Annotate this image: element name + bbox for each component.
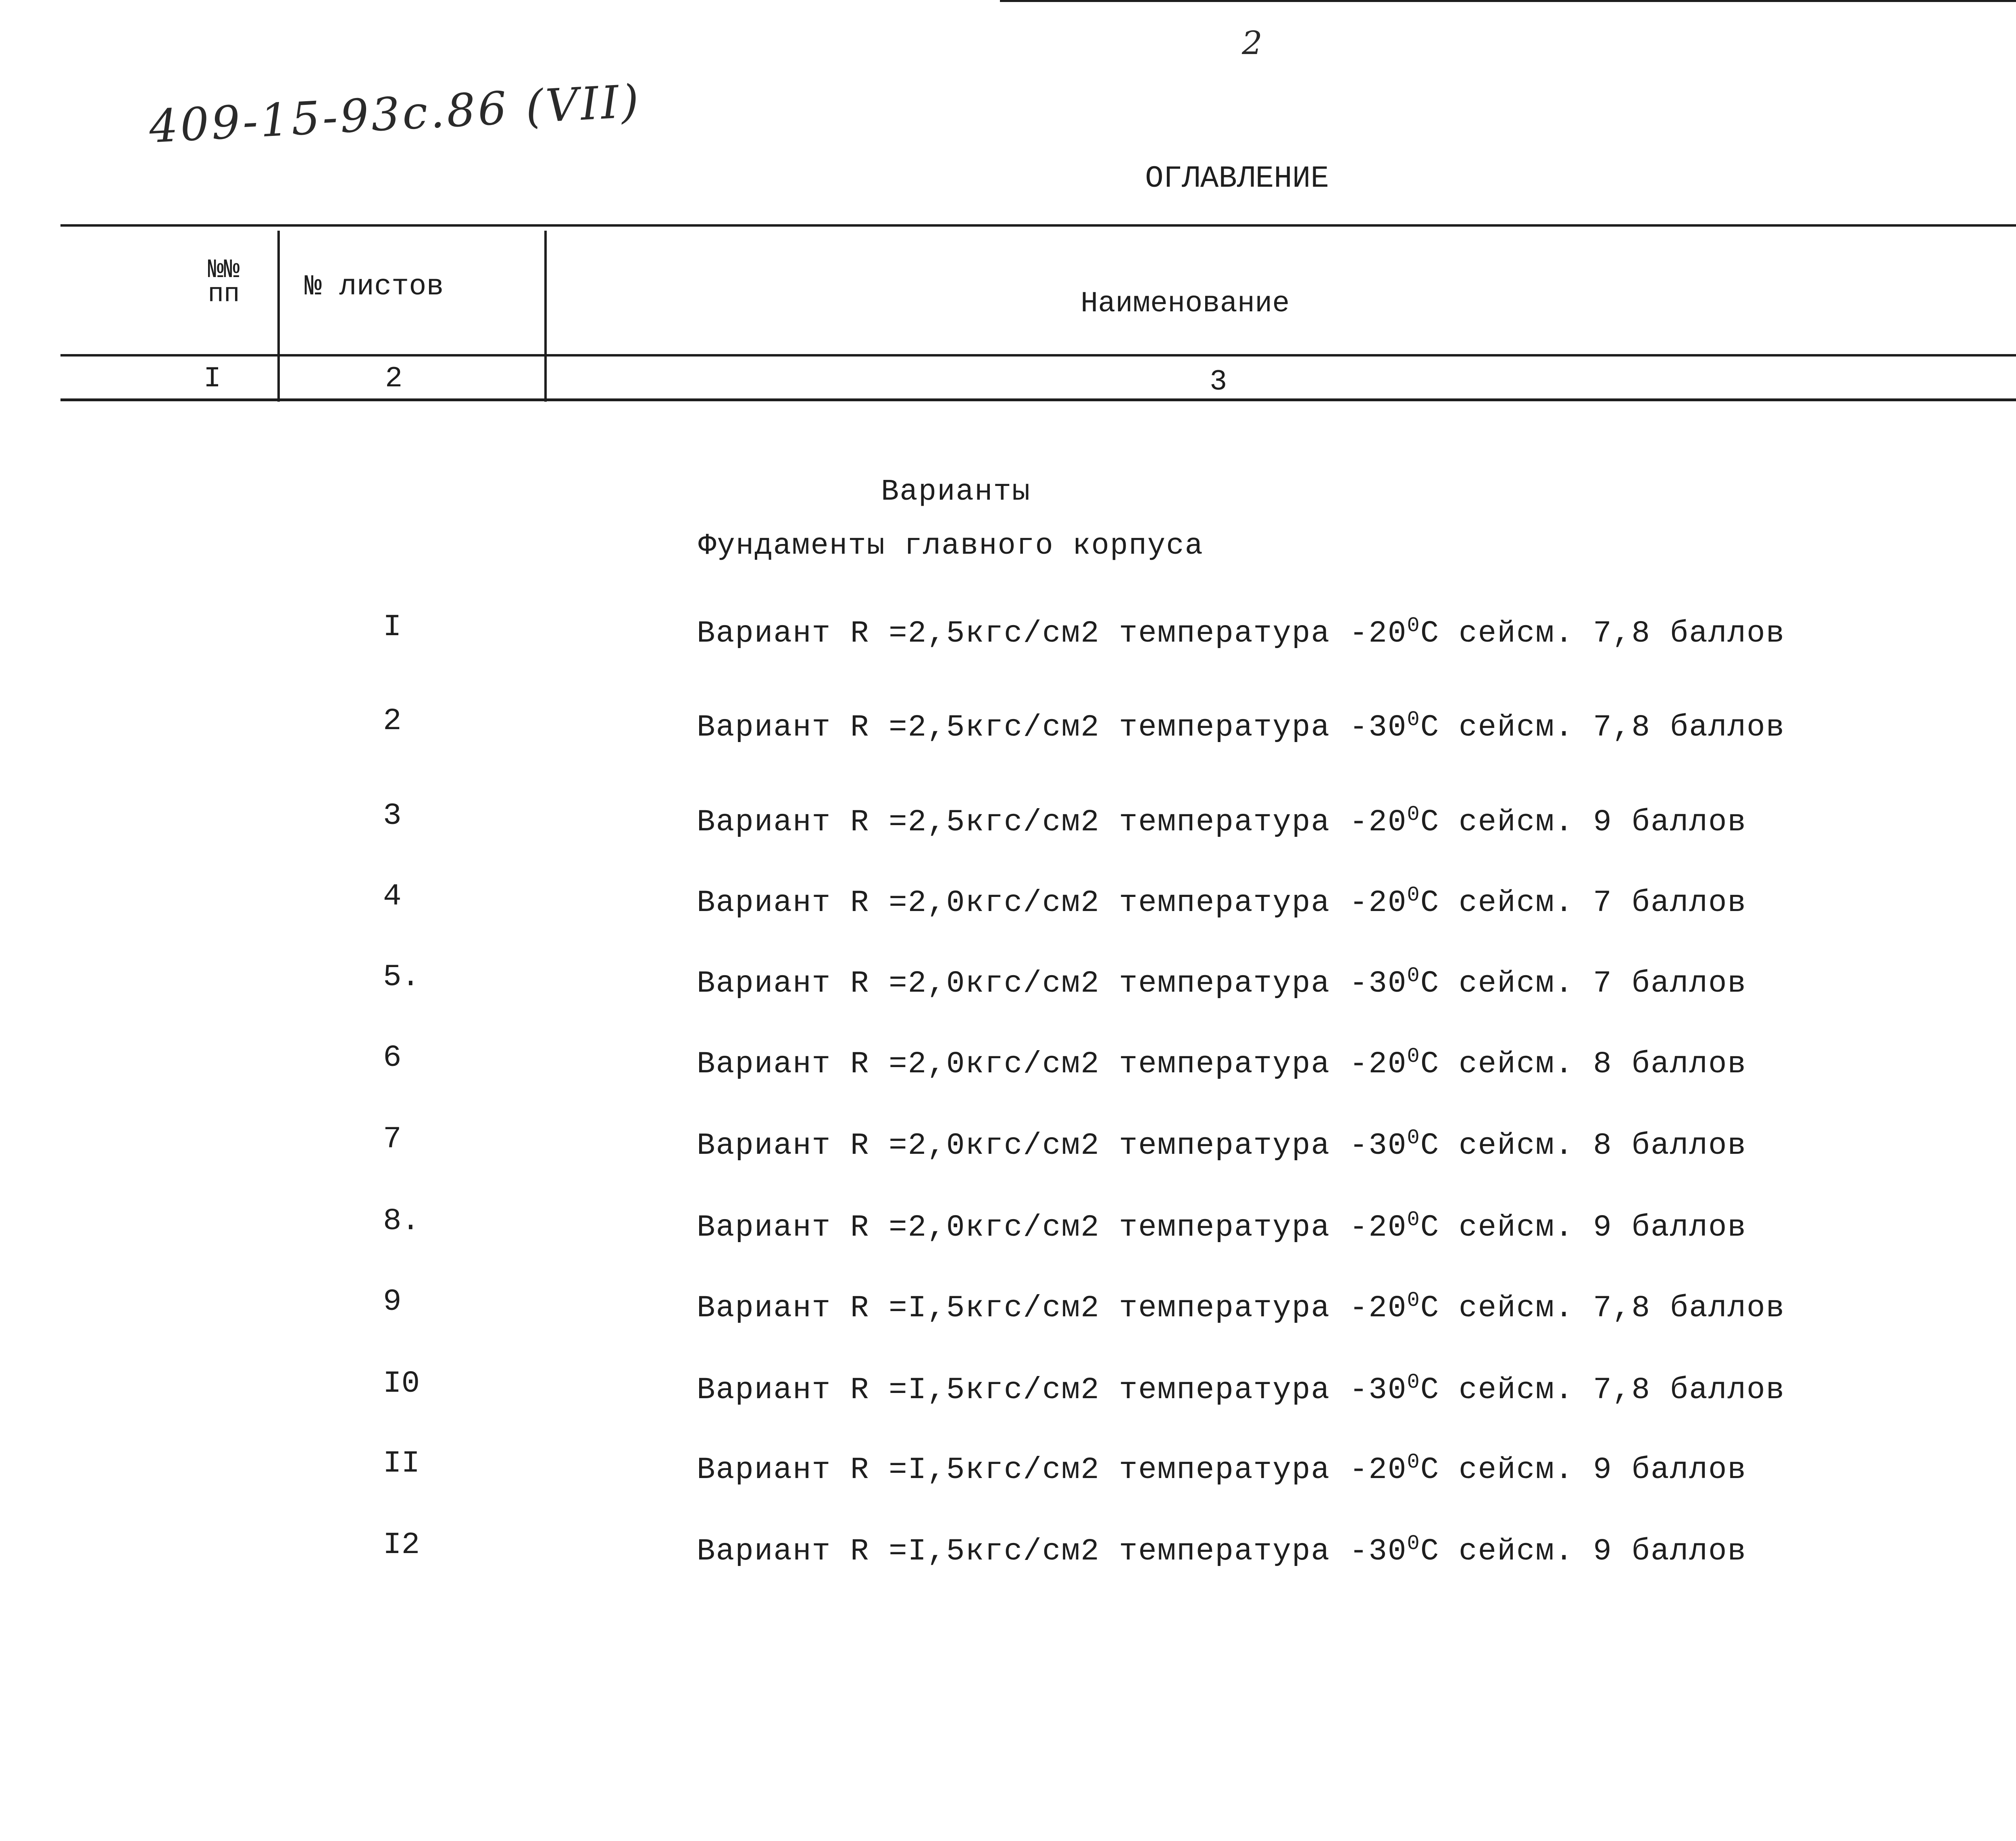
row-description: [697, 805, 1747, 840]
row-description-suffix: С сейсм. 7,8 баллов: [1420, 1373, 1785, 1407]
row-description-suffix: С сейсм. 9 баллов: [1420, 1210, 1747, 1245]
col-serial-label-bottom: пп: [208, 279, 240, 309]
header-top-line: [60, 224, 2016, 227]
row-description-suffix: С сейсм. 8 баллов: [1420, 1128, 1747, 1163]
row-description-main: Вариант R =2,5кгс/см2 температура -20: [697, 616, 1407, 651]
col-serial-number: I: [204, 362, 221, 395]
degree-superscript: 0: [1407, 614, 1420, 638]
row-number: II: [383, 1446, 420, 1481]
row-number: I0: [383, 1366, 420, 1401]
row-number: I: [383, 610, 402, 644]
section-subheading: Фундаменты главного корпуса: [698, 529, 1204, 563]
row-description-main: Вариант R =I,5кгс/см2 температура -20: [697, 1453, 1407, 1487]
row-description-main: Вариант R =2,5кгс/см2 температура -20: [697, 805, 1407, 840]
col-serial-label-top: №№: [208, 255, 240, 285]
page-number: 2: [1242, 24, 1265, 62]
row-number: 8.: [383, 1204, 420, 1238]
row-number: 6: [383, 1040, 402, 1075]
section-heading: Варианты: [881, 475, 1031, 509]
row-description: [697, 1534, 1747, 1569]
col-name-number: 3: [1210, 365, 1227, 398]
row-description: [697, 710, 1785, 745]
degree-superscript: 0: [1407, 1288, 1420, 1312]
degree-superscript: 0: [1407, 964, 1420, 988]
row-number: 3: [383, 799, 402, 833]
header-bottom-line: [60, 398, 2016, 401]
row-description-suffix: С сейсм. 7 баллов: [1420, 966, 1747, 1001]
row-description-suffix: С сейсм. 7,8 баллов: [1420, 616, 1785, 651]
col-sheets-label: № листов: [304, 270, 444, 303]
degree-superscript: 0: [1407, 1208, 1420, 1232]
top-edge-line: [1000, 0, 2016, 2]
row-description-suffix: С сейсм. 9 баллов: [1420, 1453, 1747, 1487]
row-number: 7: [383, 1122, 402, 1157]
degree-superscript: 0: [1407, 708, 1420, 732]
header-middle-line: [60, 354, 2016, 357]
row-description-main: Вариант R =2,0кгс/см2 температура -30: [697, 1128, 1407, 1163]
row-number: 5.: [383, 960, 420, 995]
row-description: [697, 1210, 1747, 1245]
row-description-main: Вариант R =I,5кгс/см2 температура -30: [697, 1373, 1407, 1407]
column-divider-2: [544, 231, 547, 402]
col-sheets-number: 2: [385, 362, 403, 395]
row-description: [697, 1128, 1747, 1163]
degree-superscript: 0: [1407, 1045, 1420, 1068]
degree-superscript: 0: [1407, 1450, 1420, 1474]
page-title: ОГЛАВЛЕНИЕ: [1145, 161, 1329, 196]
col-serial-label: [194, 255, 254, 309]
row-description-main: Вариант R =2,0кгс/см2 температура -20: [697, 1047, 1407, 1082]
row-description: [697, 1047, 1747, 1082]
row-description: [697, 616, 1785, 651]
column-divider-1: [277, 231, 280, 402]
row-description-main: Вариант R =I,5кгс/см2 температура -20: [697, 1291, 1407, 1326]
row-description: [697, 966, 1747, 1001]
row-description-suffix: С сейсм. 9 баллов: [1420, 1534, 1747, 1569]
row-number: 9: [383, 1284, 402, 1319]
document-code: 409-15-93с.86 (VII): [148, 75, 643, 153]
row-description-suffix: С сейсм. 7,8 баллов: [1420, 710, 1785, 745]
row-description-suffix: С сейсм. 7 баллов: [1420, 886, 1747, 920]
row-number: 2: [383, 704, 402, 738]
degree-superscript: 0: [1407, 1126, 1420, 1150]
row-description-main: Вариант R =2,0кгс/см2 температура -20: [697, 1210, 1407, 1245]
degree-superscript: 0: [1407, 803, 1420, 826]
row-number: 4: [383, 879, 402, 914]
row-description-main: Вариант R =I,5кгс/см2 температура -30: [697, 1534, 1407, 1569]
row-description: [697, 1450, 1747, 1487]
degree-superscript: 0: [1407, 1532, 1420, 1555]
row-description-main: Вариант R =2,5кгс/см2 температура -30: [697, 710, 1407, 745]
row-description: [697, 1288, 1785, 1326]
row-description-suffix: С сейсм. 7,8 баллов: [1420, 1291, 1785, 1326]
row-description: [697, 883, 1747, 920]
row-number: I2: [383, 1528, 420, 1562]
degree-superscript: 0: [1407, 883, 1420, 907]
row-description: [697, 1370, 1785, 1407]
col-name-label: Наименование: [1081, 287, 1290, 320]
row-description-suffix: С сейсм. 9 баллов: [1420, 805, 1747, 840]
row-description-main: Вариант R =2,0кгс/см2 температура -30: [697, 966, 1407, 1001]
degree-superscript: 0: [1407, 1370, 1420, 1394]
row-description-suffix: С сейсм. 8 баллов: [1420, 1047, 1747, 1082]
row-description-main: Вариант R =2,0кгс/см2 температура -20: [697, 886, 1407, 920]
